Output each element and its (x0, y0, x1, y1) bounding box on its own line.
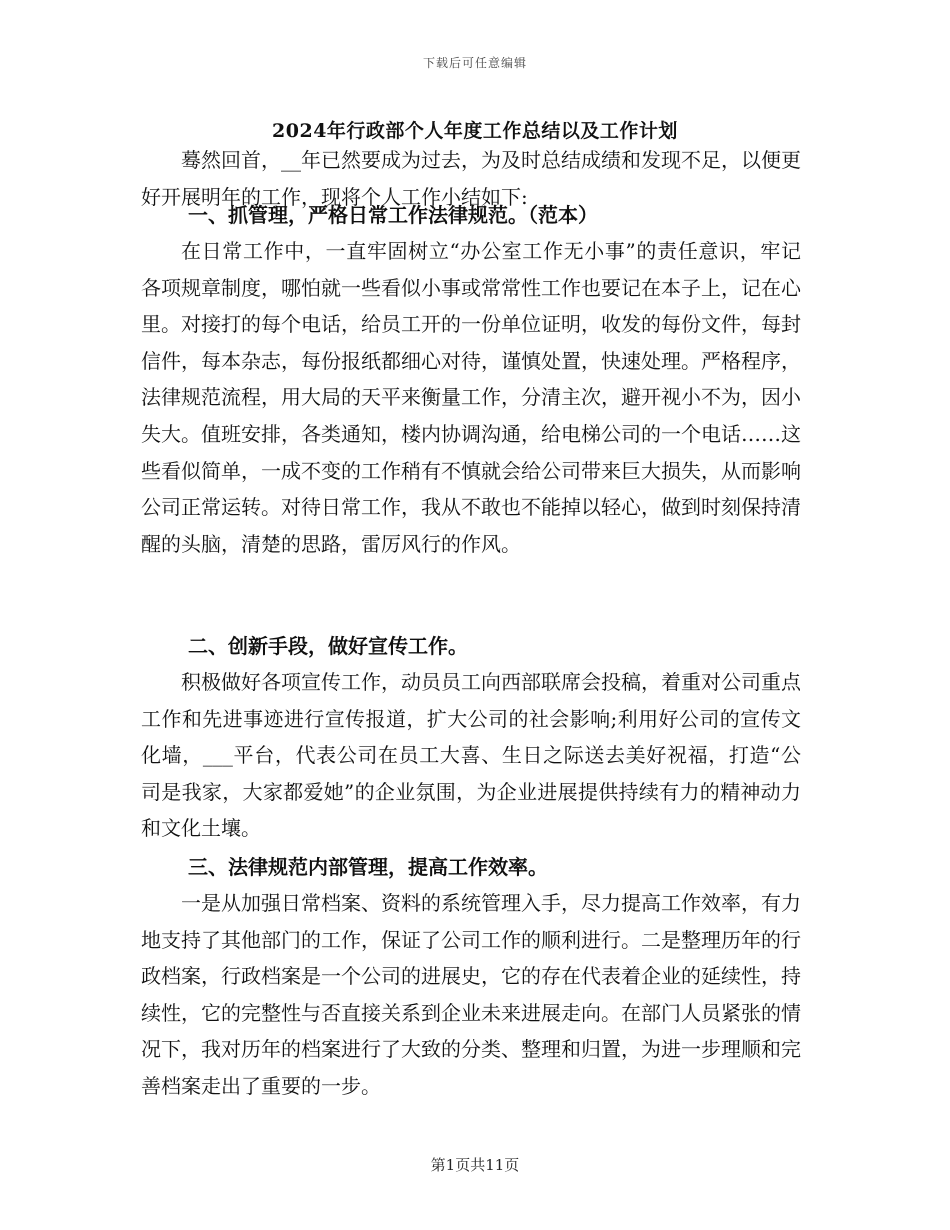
document-title: 2024年行政部个人年度工作总结以及工作计划 (272, 120, 678, 142)
section-heading-publicity: 二、创新手段，做好宣传工作。 (188, 634, 468, 658)
section-body-internal-management: 一是从加强日常档案、资料的系统管理入手，尽力提高工作效率，有力地支持了其他部门的工作，保证了公司工作的顺利进行。二是整理历年的行政档案，行政档案是一个公司的进展史，它的存在代表着企业的延续性，持续性，它的完整性与否直接关系到企业未来进展走向。在部门人员紧张的情况下，我对历年的档案进行了大致的分类、整理和归置，为进一步理顺和完善档案走出了重要的一步。 (141, 891, 801, 1098)
section-body-publicity: 积极做好各项宣传工作，动员员工向西部联席会投稿，着重对公司重点工作和先进事迹进行宣传报道，扩大公司的社会影响;利用好公司的宣传文化墙，___平台，代表公司在员工大喜、生日之际送去美好祝福，打造“公司是我家，大家都爱她”的企业氛围，为企业进展提供持续有力的精神动力和文化土壤。 (141, 670, 801, 841)
page-indicator: 第1页共11页 (430, 1156, 520, 1174)
section-body-management: 在日常工作中，一直牢固树立“办公室工作无小事”的责任意识，牢记各项规章制度，哪怕就一些看似小事或常常性工作也要记在本子上，记在心里。对接打的每个电话，给员工开的一份单位证明，收发的每份文件，每封信件，每本杂志，每份报纸都细心对待，谨慎处置，快速处理。严格程序，法律规范流程，用大局的天平来衡量工作，分清主次，避开视小不为，因小失大。值班安排，各类通知，楼内协调沟通，给电梯公司的一个电话……这些看似简单，一成不变的工作稍有不慎就会给公司带来巨大损失，从而影响公司正常运转。对待日常工作，我从不敢也不能掉以轻心，做到时刻保持清醒的头脑，清楚的思路，雷厉风行的作风。 (141, 239, 801, 556)
intro-paragraph: 蓦然回首，__年已然要成为过去，为及时总结成绩和发现不足，以便更好开展明年的工作，现将个人工作小结如下: (141, 148, 801, 209)
download-note: 下载后可任意编辑 (422, 56, 527, 70)
section-heading-management: 一、抓管理，严格日常工作法律规范。（范本） (188, 203, 598, 227)
section-heading-internal-management: 三、法律规范内部管理，提高工作效率。 (188, 855, 548, 879)
